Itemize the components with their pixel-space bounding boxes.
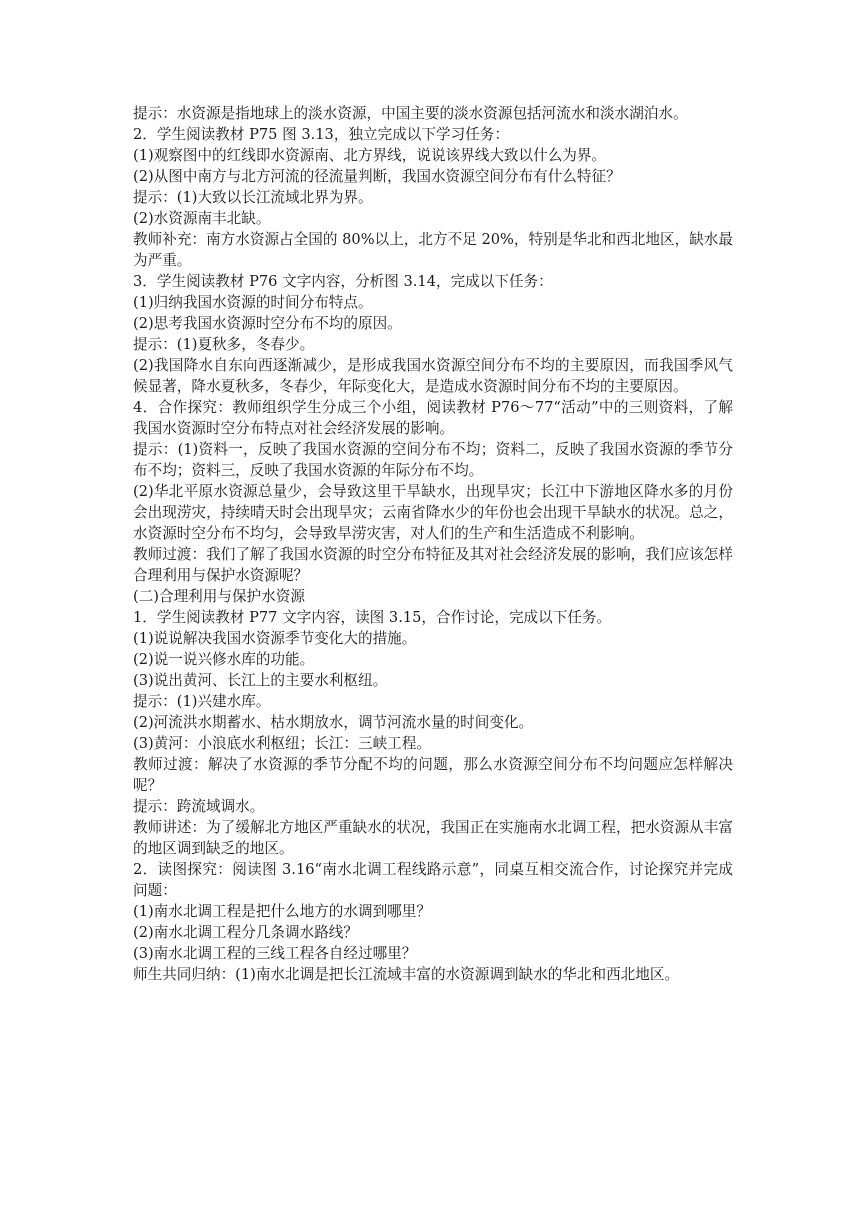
section-2-task-2-question-3: (3)南水北调工程的三线工程各自经过哪里？: [133, 945, 417, 962]
task-3-question-2: (2)思考我国水资源时空分布不均的原因。: [133, 315, 402, 332]
section-2-task-2-question-2: (2)南水北调工程分几条调水路线？: [133, 924, 358, 941]
section-2-task-1-question-2: (2)说一说兴修水库的功能。: [133, 651, 315, 668]
task-2-hint-1: 提示：(1)大致以长江流域北界为界。: [133, 189, 373, 206]
task-2-question-1: (1)观察图中的红线即水资源南、北方界线，说说该界线大致以什么为界。: [133, 147, 607, 164]
section-heading-2: (二)合理利用与保护水资源: [133, 588, 305, 605]
task-4-hint-2: (2)华北平原水资源总量少，会导致这里干旱缺水，出现旱灾；长江中下游地区降水多的月份会出现涝灾，持续晴天时会出现旱灾；云南省降水少的年份也会出现干旱缺水的状况。总之，水资源时空分布不均匀，会导致旱涝灾害，对人们的生产和生活造成不利影响。: [133, 483, 733, 542]
teacher-transition-2: 教师过渡：解决了水资源的季节分配不均的问题，那么水资源空间分布不均问题应怎样解决呢？: [133, 756, 733, 794]
section-2-task-1-hint-1: 提示：(1)兴建水库。: [133, 693, 271, 710]
section-2-task-2-question-1: (1)南水北调工程是把什么地方的水调到哪里？: [133, 903, 431, 920]
task-3-hint-1: 提示：(1)夏秋多，冬春少。: [133, 336, 315, 353]
teacher-lecture: 教师讲述：为了缓解北方地区严重缺水的状况，我国正在实施南水北调工程，把水资源从丰富的地区调到缺乏的地区。: [133, 819, 733, 857]
section-2-task-1-heading: 1．学生阅读教材 P77 文字内容，读图 3.15，合作讨论，完成以下任务。: [133, 609, 612, 626]
task-3-heading: 3．学生阅读教材 P76 文字内容，分析图 3.14，完成以下任务：: [133, 273, 553, 290]
document-body: [133, 103, 733, 985]
task-2-hint-2: (2)水资源南丰北缺。: [133, 210, 271, 227]
hint-water-resource-definition: 提示：水资源是指地球上的淡水资源，中国主要的淡水资源包括河流水和淡水湖泊水。: [133, 105, 688, 122]
hint-cross-basin: 提示：跨流域调水。: [133, 798, 265, 815]
task-4-heading: 4．合作探究：教师组织学生分成三个小组，阅读教材 P76～77“活动”中的三则资料，了解我国水资源时空分布特点对社会经济发展的影响。: [133, 399, 733, 437]
teacher-transition-1: 教师过渡：我们了解了我国水资源的时空分布特征及其对社会经济发展的影响，我们应该怎样合理利用与保护水资源呢？: [133, 546, 733, 584]
section-2-task-1-hint-2: (2)河流洪水期蓄水、枯水期放水，调节河流水量的时间变化。: [133, 714, 534, 731]
teacher-supplement: 教师补充：南方水资源占全国的 80%以上，北方不足 20%，特别是华北和西北地区，缺水最为严重。: [133, 231, 733, 269]
task-3-hint-2: (2)我国降水自东向西逐渐减少，是形成我国水资源空间分布不均的主要原因，而我国季风气候显著，降水夏秋多，冬春少，年际变化大，是造成水资源时间分布不均的主要原因。: [133, 357, 733, 395]
task-3-question-1: (1)归纳我国水资源的时间分布特点。: [133, 294, 373, 311]
section-2-task-1-hint-3: (3)黄河：小浪底水利枢纽；长江：三峡工程。: [133, 735, 431, 752]
section-2-task-2-heading: 2．读图探究：阅读图 3.16“南水北调工程线路示意”，同桌互相交流合作，讨论探究并完成问题：: [133, 861, 733, 899]
task-4-hint-1: 提示：(1)资料一，反映了我国水资源的空间分布不均；资料二，反映了我国水资源的季节分布不均；资料三，反映了我国水资源的年际分布不均。: [133, 441, 733, 479]
joint-summary: 师生共同归纳：(1)南水北调是把长江流域丰富的水资源调到缺水的华北和西北地区。: [133, 966, 680, 983]
section-2-task-1-question-1: (1)说说解决我国水资源季节变化大的措施。: [133, 630, 417, 647]
task-2-heading: 2．学生阅读教材 P75 图 3.13，独立完成以下学习任务：: [133, 126, 509, 143]
section-2-task-1-question-3: (3)说出黄河、长江上的主要水利枢纽。: [133, 672, 388, 689]
task-2-question-2: (2)从图中南方与北方河流的径流量判断，我国水资源空间分布有什么特征？: [133, 168, 621, 185]
